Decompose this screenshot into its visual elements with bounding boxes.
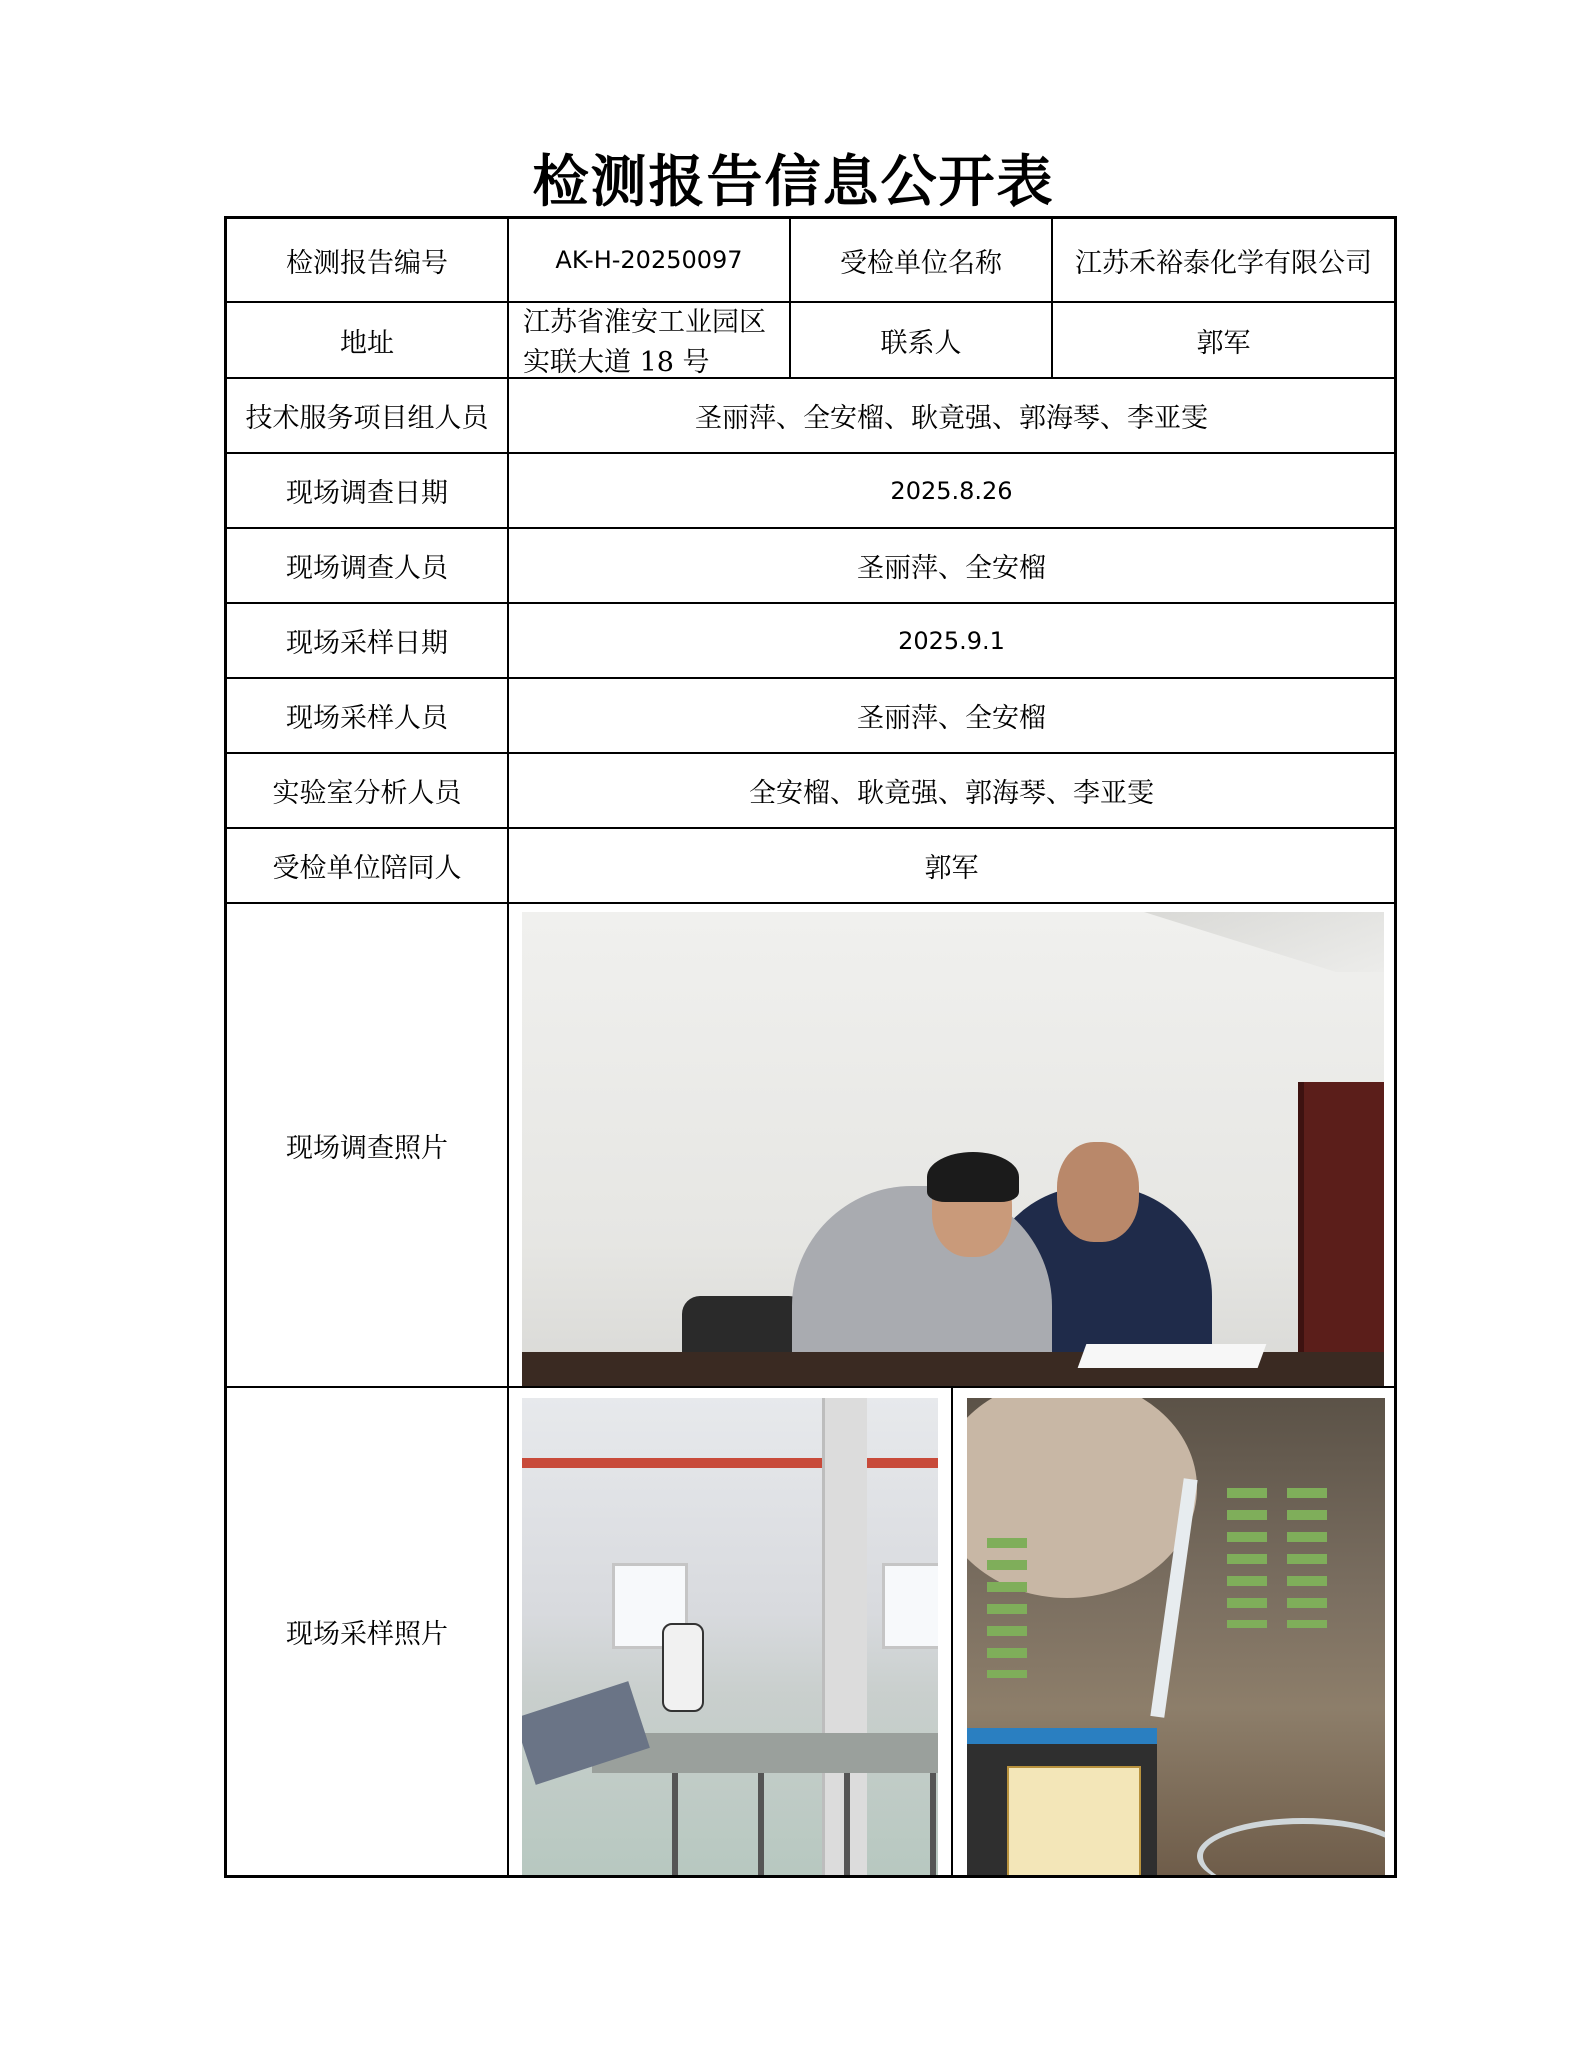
address-line-2: 实联大道 18 号 bbox=[523, 347, 710, 378]
sampling-staff-label: 现场采样人员 bbox=[286, 703, 448, 734]
survey-date-value: 2025.8.26 bbox=[890, 476, 1013, 505]
table-row bbox=[227, 529, 1394, 604]
survey-staff-label: 现场调查人员 bbox=[286, 553, 448, 584]
contact-value: 郭军 bbox=[1196, 327, 1251, 359]
table-row bbox=[227, 679, 1394, 754]
address-line-1: 江苏省淮安工业园区 bbox=[523, 307, 766, 338]
address-label: 地址 bbox=[340, 327, 394, 359]
sampling-photo-label: 现场采样照片 bbox=[286, 1619, 448, 1650]
survey-staff-value: 圣丽萍、全安榴 bbox=[857, 553, 1046, 584]
address-value bbox=[509, 303, 789, 377]
page-title: 检测报告信息公开表 bbox=[532, 149, 1055, 215]
table-row bbox=[227, 1388, 1394, 1875]
team-value: 圣丽萍、全安榴、耿竟强、郭海琴、李亚雯 bbox=[695, 403, 1208, 434]
survey-photo bbox=[522, 912, 1384, 1386]
contact-label: 联系人 bbox=[880, 327, 962, 359]
lab-staff-value: 全安榴、耿竟强、郭海琴、李亚雯 bbox=[749, 778, 1154, 809]
table-row bbox=[227, 754, 1394, 829]
table-row bbox=[227, 379, 1394, 454]
unit-name-label: 受检单位名称 bbox=[840, 247, 1002, 279]
sampling-date-label: 现场采样日期 bbox=[286, 628, 448, 659]
table-row bbox=[227, 604, 1394, 679]
table-row bbox=[227, 454, 1394, 529]
sampling-photo-air bbox=[967, 1398, 1385, 1875]
sampling-staff-value: 圣丽萍、全安榴 bbox=[857, 703, 1046, 734]
info-table bbox=[224, 216, 1397, 1878]
sampling-date-value: 2025.9.1 bbox=[898, 626, 1005, 655]
team-label: 技术服务项目组人员 bbox=[245, 403, 489, 434]
escort-value: 郭军 bbox=[924, 853, 979, 884]
table-row bbox=[227, 219, 1394, 303]
unit-name-value: 江苏禾裕泰化学有限公司 bbox=[1075, 247, 1372, 279]
table-row bbox=[227, 829, 1394, 904]
survey-photo-label: 现场调查照片 bbox=[286, 1132, 448, 1164]
survey-date-label: 现场调查日期 bbox=[286, 478, 448, 509]
lab-staff-label: 实验室分析人员 bbox=[272, 778, 462, 809]
report-number-value: AK-H-20250097 bbox=[555, 246, 743, 274]
table-row bbox=[227, 904, 1394, 1388]
escort-label: 受检单位陪同人 bbox=[272, 853, 462, 884]
table-row bbox=[227, 303, 1394, 379]
report-number-label: 检测报告编号 bbox=[286, 247, 448, 279]
sampling-photo-noise bbox=[522, 1398, 938, 1875]
